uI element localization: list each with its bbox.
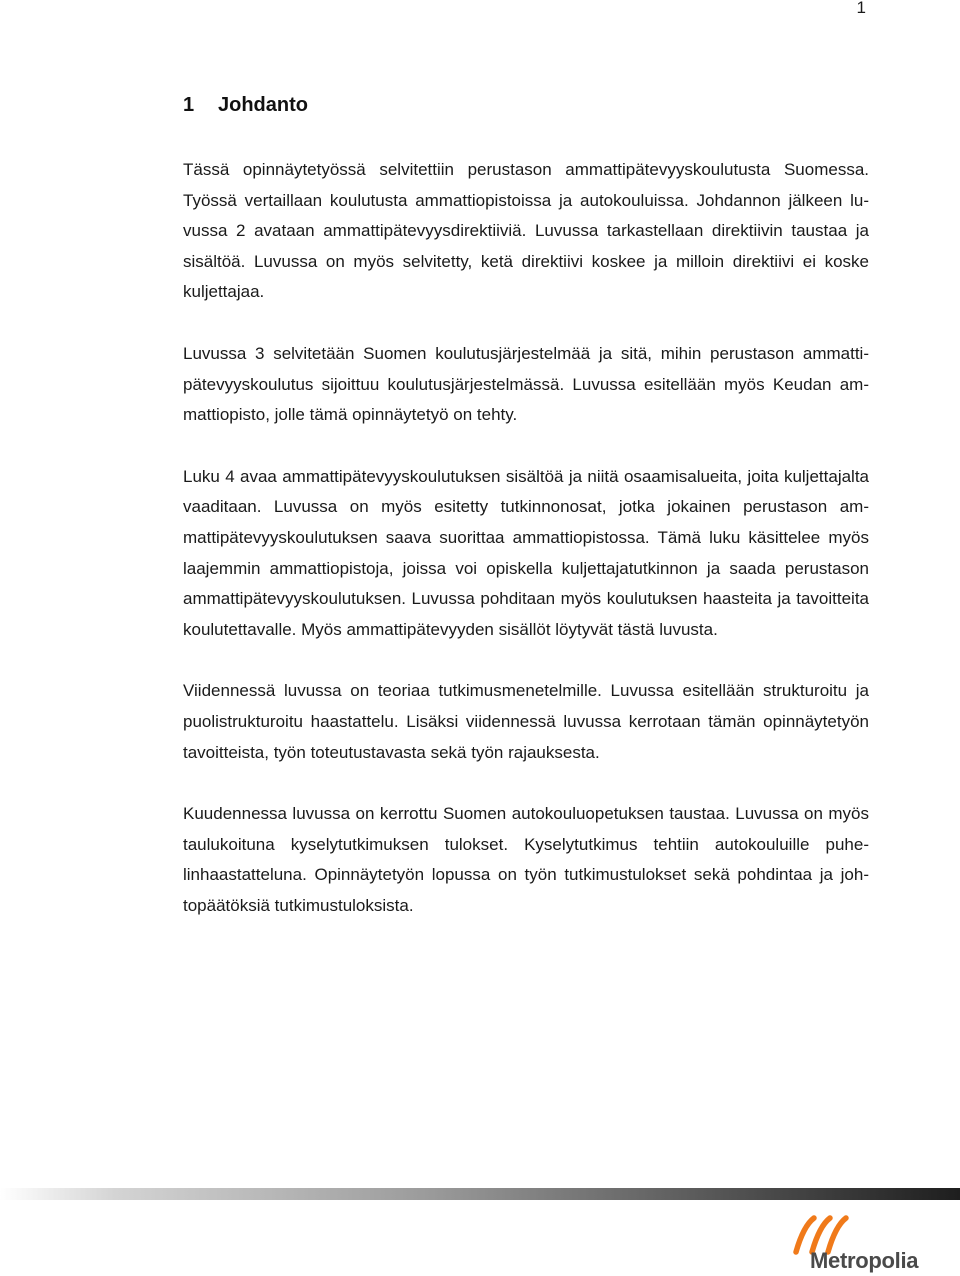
footer-bar bbox=[0, 1188, 960, 1200]
paragraph: Luvussa 3 selvitetään Suomen koulutusjärjestelmää ja sitä, mihin perustason ammattipätevyyskoulutus sijoittuu koulutusjärjestelmässä. Luvussa esitellään myös Keudan ammattiopisto, jolle tämä opinnäytetyö on tehty. bbox=[183, 343, 869, 425]
chapter-heading bbox=[183, 94, 308, 117]
chapter-title: Johdanto bbox=[218, 94, 308, 116]
chapter-number: 1 bbox=[183, 94, 195, 116]
page-number: 1 bbox=[856, 0, 866, 17]
metropolia-logo bbox=[790, 1212, 930, 1274]
body-text bbox=[183, 155, 869, 952]
paragraph: Viidennessä luvussa on teoriaa tutkimusmenetelmille. Luvussa esitellään strukturoitu ja puolistrukturoitu haastattelu. Lisäksi viidennessä luvussa kerrotaan tämän opinnäytetyön tavoitteista, työn toteutustavasta sekä työn rajauksesta. bbox=[183, 681, 869, 762]
paragraph: Tässä opinnäytetyössä selvitettiin perustason ammattipätevyyskoulutusta Suomessa. Työssä vertaillaan koulutusta ammattiopistoissa ja autokouluissa. Johdannon jälkeen luvussa 2 avataan ammattipätevyysdirektiiviä. Luvussa tarkastellaan direktiivin taustaa ja sisältöä. Luvussa on myös selvitetty, ketä direktiivi koskee ja milloin direktiivi ei koske kuljettajaa. bbox=[183, 160, 869, 302]
logo-text: Metropolia bbox=[810, 1248, 919, 1273]
paragraph: Kuudennessa luvussa on kerrottu Suomen autokouluopetuksen taustaa. Luvussa on myös taulukoituna kyselytutkimuksen tulokset. Kyselytutkimus tehtiin autokouluille puhelinhaastatteluna. Opinnäytetyön lopussa on työn tutkimustulokset sekä pohdintaa ja johtopäätöksiä tutkimustuloksista. bbox=[183, 804, 869, 915]
paragraph: Luku 4 avaa ammattipätevyyskoulutuksen sisältöä ja niitä osaamisalueita, joita kuljettajalta vaaditaan. Luvussa on myös esitetty tutkinnonosat, jotka jokainen perustason ammattipätevyyskoulutuksen saava suorittaa ammattiopistossa. Tämä luku käsittelee myös laajemmin ammattiopistoja, joissa voi opiskella kuljettajatutkinnon ja saada perustason ammattipätevyyskoulutuksen. Luvussa pohditaan myös koulutuksen haasteita ja tavoitteita koulutettavalle. Myös ammattipätevyyden sisällöt löytyvät tästä luvusta. bbox=[183, 466, 869, 639]
